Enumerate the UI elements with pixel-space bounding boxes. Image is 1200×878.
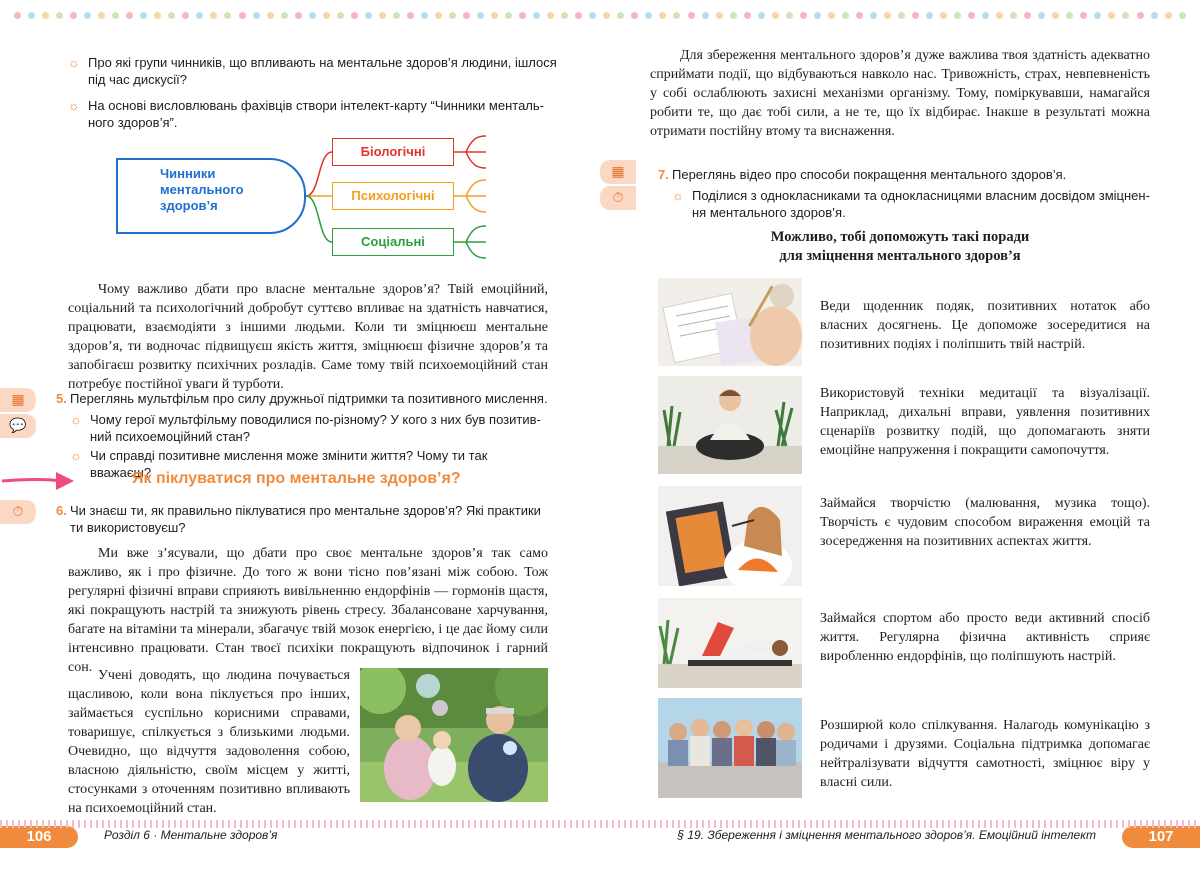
sun-bullet-icon: ☼ <box>68 98 80 113</box>
list-item <box>68 54 558 88</box>
page-number: 106 <box>0 826 78 848</box>
mind-map <box>110 128 510 268</box>
tip-sport: Займайся спортом або просто веди активний спосіб життя. Регулярна фізична активність сприяє виробленню ендорфінів, що поліпшують настрій. <box>820 611 1150 664</box>
task-7 <box>658 166 1152 221</box>
page-number: 107 <box>1122 826 1200 848</box>
painting-photo <box>658 486 802 586</box>
paragraph-text: Учені доводять, що людина почувається щасливою, коли вона піклується про інших, займається суспільно корисними справами, товаришує, спілкується з близькими людьми. Очевидно, що відчуття задоволення собою, власною діяльністю, своїм місцем у житті, стосунками з оточенням позитивно впливають на психоемоційний стан. <box>68 668 350 816</box>
task-5 <box>56 390 550 481</box>
question-text: Поділися з однокласниками та однокласницями власним досвідом зміцнення ментального здоров’я. <box>692 188 1150 220</box>
mind-map-node-social: Соціальні <box>332 228 454 256</box>
tips-heading-line: Можливо, тобі допоможуть такі поради <box>770 229 1030 245</box>
task-text: Переглянь мультфільм про силу дружньої підтримки та позитивного мислення. <box>70 391 548 406</box>
meditation-photo <box>658 376 802 474</box>
task-number: 6. <box>56 503 67 518</box>
decorative-footer-band <box>0 820 1200 828</box>
mind-map-center-label: Чинники ментального здоров’я <box>160 166 244 213</box>
paragraph-text: Ми вже з’ясували, що дбати про своє ментальне здоров’я так само важливо, як і про фізичне. До того ж вони тісно пов’язані між собою. Тож регулярні фізичні вправи сприяють вивільненню ендорфінів — гормонів щастя, які покращують настрій та знижують рівень стресу. Збалансоване харчування, багате на вітаміни та мінерали, збагачує твій мозок енергією, і це дає йому сили інтенсивно працювати. Стан твоєї психіки покращують відпочинок і гарний сон. <box>68 546 548 675</box>
chapter-footer: Розділ 6 · Ментальне здоров’я <box>104 828 278 842</box>
question-text: Про які групи чинників, що впливають на ментальне здоров’я людини, ішлося під час дискусії? <box>88 55 557 87</box>
tips-heading-line: для зміцнення ментального здоров’я <box>779 248 1021 264</box>
intro-paragraph <box>68 280 548 394</box>
tip-socializing: Розширюй коло спілкування. Налагодь комунікацію з родичами і друзями. Соціальна підтримка допомагає нейтралізувати відчуття самотності, зміцнює віру у власні сили. <box>820 718 1150 790</box>
task-number: 5. <box>56 391 67 406</box>
exercise-photo <box>658 598 802 688</box>
sun-bullet-icon: ☼ <box>68 55 80 70</box>
qr-code-icon[interactable]: ▦ <box>600 160 636 184</box>
mind-map-node-biological: Біологічні <box>332 138 454 166</box>
tip-creativity: Займайся творчістю (малювання, музика тощо). Творчість є чудовим способом вираження емоцій та зосередження на позитивних аспектах життя. <box>820 496 1150 549</box>
list-item <box>70 411 550 445</box>
list-item <box>68 97 558 131</box>
list-item <box>672 187 1152 221</box>
tips-heading <box>690 228 1110 266</box>
tip-meditation: Використовуй техніки медитації та візуалізації. Наприклад, дихальні вправи, уявлення позитивних сценаріїв розвитку подій, що допомагають зняти емоційне напруження і покращити самопочуття. <box>820 386 1150 458</box>
sun-bullet-icon: ☼ <box>70 448 82 463</box>
paragraph-text: Для збереження ментального здоров’я дуже важлива твоя здатність адекватно сприймати події, що відбуваються навколо нас. Тривожність, страх, невпевненість у собі ослаблюють захисні механізми організму. Тому, поміркувавши, намагайся робити те, що дає тобі сили, а не те, що їх відбирає. Інакше в результаті можна отримати постійну втому та виснаження. <box>650 48 1150 139</box>
pink-arrow-icon <box>0 466 80 496</box>
question-text: Чому герої мультфільму поводилися по-різному? У кого з них був позитивний психоемоційний стан? <box>90 412 541 444</box>
qr-code-icon[interactable]: ▦ <box>0 388 36 412</box>
task-number: 7. <box>658 167 669 182</box>
task-6 <box>56 502 550 536</box>
chapter-footer: § 19. Збереження і зміцнення ментального здоров’я. Емоційний інтелект <box>677 828 1096 842</box>
task-text: Чи знаєш ти, як правильно піклуватися про ментальне здоров’я? Які практики ти використовуєш? <box>70 503 541 535</box>
care-paragraph <box>68 544 548 677</box>
sun-bullet-icon: ☼ <box>672 188 684 203</box>
discussion-icon[interactable]: 💬 <box>0 414 36 438</box>
anxiety-paragraph <box>650 46 1150 141</box>
timer-icon[interactable]: ⏱ <box>600 186 636 210</box>
section-heading: Як піклуватися про ментальне здоров’я? <box>132 470 461 487</box>
paragraph-text: Чому важливо дбати про власне ментальне здоров’я? Твій емоційний, соціальний та психологічний добробут суттєво впливає на здатність навчатися, працювати, взаємодіяти з іншими людьми. Коли ти зміцнюєш ментальне здоров’я, ти водночас підвищуєш якість життя, зміцнюєш фізичне здоров’я та запобігаєш розвитку психічних розладів. Саме тому твій психоемоційний стан потребує постійної уваги й турботи. <box>68 282 548 392</box>
question-text: Чи справді позитивне мислення може змінити життя? Чому ти так вважаєш? <box>90 448 488 480</box>
friends-photo <box>658 698 802 798</box>
journal-photo <box>658 278 802 366</box>
mind-map-node-psychological: Психологічні <box>332 182 454 210</box>
task-text: Переглянь відео про способи покращення ментального здоров’я. <box>672 167 1067 182</box>
happiness-paragraph <box>68 666 350 818</box>
question-text: На основі висловлювань фахівців створи інтелект-карту “Чинники ментального здоров’я”. <box>88 98 545 130</box>
right-page <box>600 0 1200 878</box>
tip-gratitude-journal: Веди щоденник подяк, позитивних нотаток або власних досягнень. Це допоможе зосередитися на позитивних подіях і поліпшить твій настрій. <box>820 299 1150 352</box>
sun-bullet-icon: ☼ <box>70 412 82 427</box>
timer-icon[interactable]: ⏱ <box>0 500 36 524</box>
family-photo <box>360 668 548 802</box>
